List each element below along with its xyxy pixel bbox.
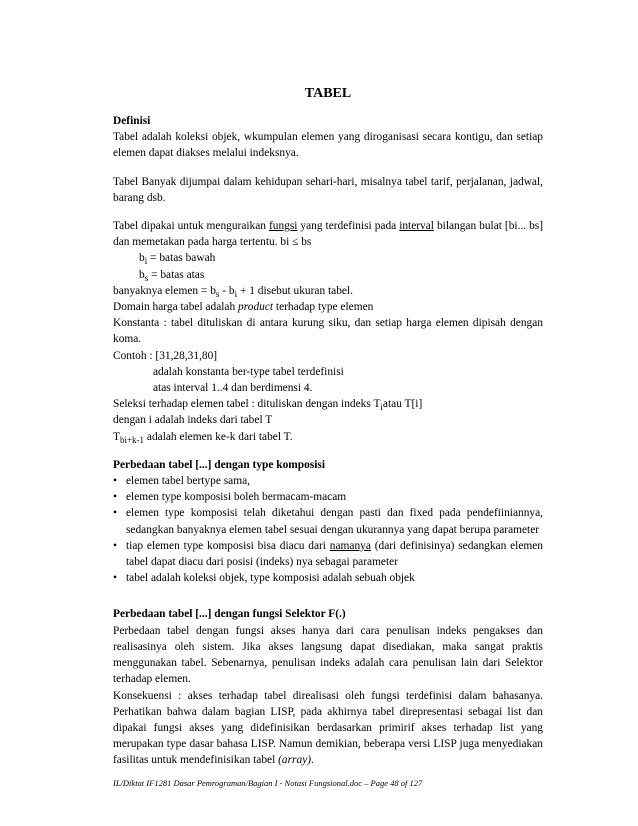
- list-item: • elemen tabel bertype sama,: [113, 473, 543, 489]
- seleksi-line: Seleksi terhadap elemen tabel : dituliskan dengan indeks $T_iatau$ T[i]: [113, 398, 423, 413]
- page-title: TABEL: [304, 86, 352, 101]
- batas-bawah-line: $b_i$ = batas bawah: [139, 252, 216, 267]
- banyak-elemen-line: banyaknya elemen = $b_s - b_i + 1$ disebut ukuran tabel.: [113, 284, 353, 299]
- list-item: • elemen type komposisi telah diketahui dengan pasti dan fixed pada pendefiiniannya, sedangkan banyaknya elemen tabel sesuai dengan ukurannya yang dapat berupa parameter: [113, 505, 543, 537]
- konsekuensi-paragraph: Konsekuensi : akses terhadap tabel direalisasi oleh fungsi terdefinisi dalam bahasanya. Perhatikan bahwa dalam bagian LISP, pada akhirnya tabel direpresentasi sebagai list dan dipakai fungsi akses yang didefinisikan berdasarkan primirif akses terhadap list yang merupakan type dasar bahasa LISP. Namun demikian, beberapa versi LISP juga menyediakan fasilitas untuk mendefinisikan tabel (array).: [113, 689, 543, 767]
- perbedaan-komposisi-list: [113, 473, 543, 586]
- definisi-paragraph-2: Tabel Banyak dijumpai dalam kehidupan sehari-hari, misalnya tabel tarif, perjalanan, jadwal, barang dsb.: [113, 175, 543, 204]
- list-item: • tiap elemen type komposisi bisa diacu dari namanya (dari definisinya) sedangkan elemen tabel dapat diacu dari posisi (indeks) nya sebagai parameter: [113, 538, 543, 570]
- page-footer: IL/Diktat IF1281 Dasar Pemrograman/Bagian I - Notasi Fungsional.doc – Page 48 of 127: [113, 778, 423, 788]
- fungsi-underlined: fungsi: [268, 220, 298, 233]
- batas-atas-line: $b_s$ = batas atas: [139, 268, 205, 283]
- definisi-paragraph-3: Tabel dipakai untuk menguraikan fungsi yang terdefinisi pada interval bilangan bulat [bi... bs] dan memetakan pada harga tertentu. bi ≤ bs: [113, 220, 543, 249]
- interval-underlined: interval: [399, 220, 434, 233]
- perbedaan-komposisi-heading: Perbedaan tabel [...] dengan type komposisi: [113, 458, 326, 471]
- konstanta-line: Konstanta : tabel dituliskan di antara kurung siku, dan setiap harga elemen dipisah dengan koma.: [113, 317, 543, 346]
- document-body: [113, 113, 543, 769]
- domain-line: Domain harga tabel adalah product terhadap type elemen: [113, 301, 374, 314]
- namanya-underlined: namanya: [329, 539, 371, 552]
- contoh-detail-2: atas interval 1..4 dan berdimensi 4.: [153, 382, 313, 395]
- perbedaan-selektor-heading: Perbedaan tabel [...] dengan fungsi Selektor F(.): [113, 608, 346, 621]
- list-item: • tabel adalah koleksi objek, type komposisi adalah sebuah objek: [113, 570, 543, 586]
- contoh-detail-1: adalah konstanta ber-type tabel terdefinisi: [153, 365, 344, 378]
- definisi-paragraph-1: Tabel adalah koleksi objek, wkumpulan elemen yang diroganisasi secara kontigu, dan setiap elemen dapat diakses melalui indeksnya.: [113, 131, 543, 160]
- tbi-line: $T_{bi+k-1}$ adalah elemen ke-k dari tabel T.: [113, 430, 293, 445]
- perbedaan-selektor-paragraph-1: Perbedaan tabel dengan fungsi akses hanya dari cara penulisan indeks pengakses dan realisasinya oleh sistem. Jika akses langsung dapat disediakan, maka sangat praktis menggunakan tabel. Sebenarnya, penulisan indeks adalah cara penulisan lain dari Selektor terhadap elemen.: [113, 624, 543, 686]
- dengan-line: dengan i adalah indeks dari tabel T: [113, 414, 273, 427]
- contoh-line: Contoh : [31,28,31,80]: [113, 349, 218, 362]
- definisi-heading: Definisi: [113, 115, 151, 127]
- list-item: • elemen type komposisi boleh bermacam-macam: [113, 489, 543, 505]
